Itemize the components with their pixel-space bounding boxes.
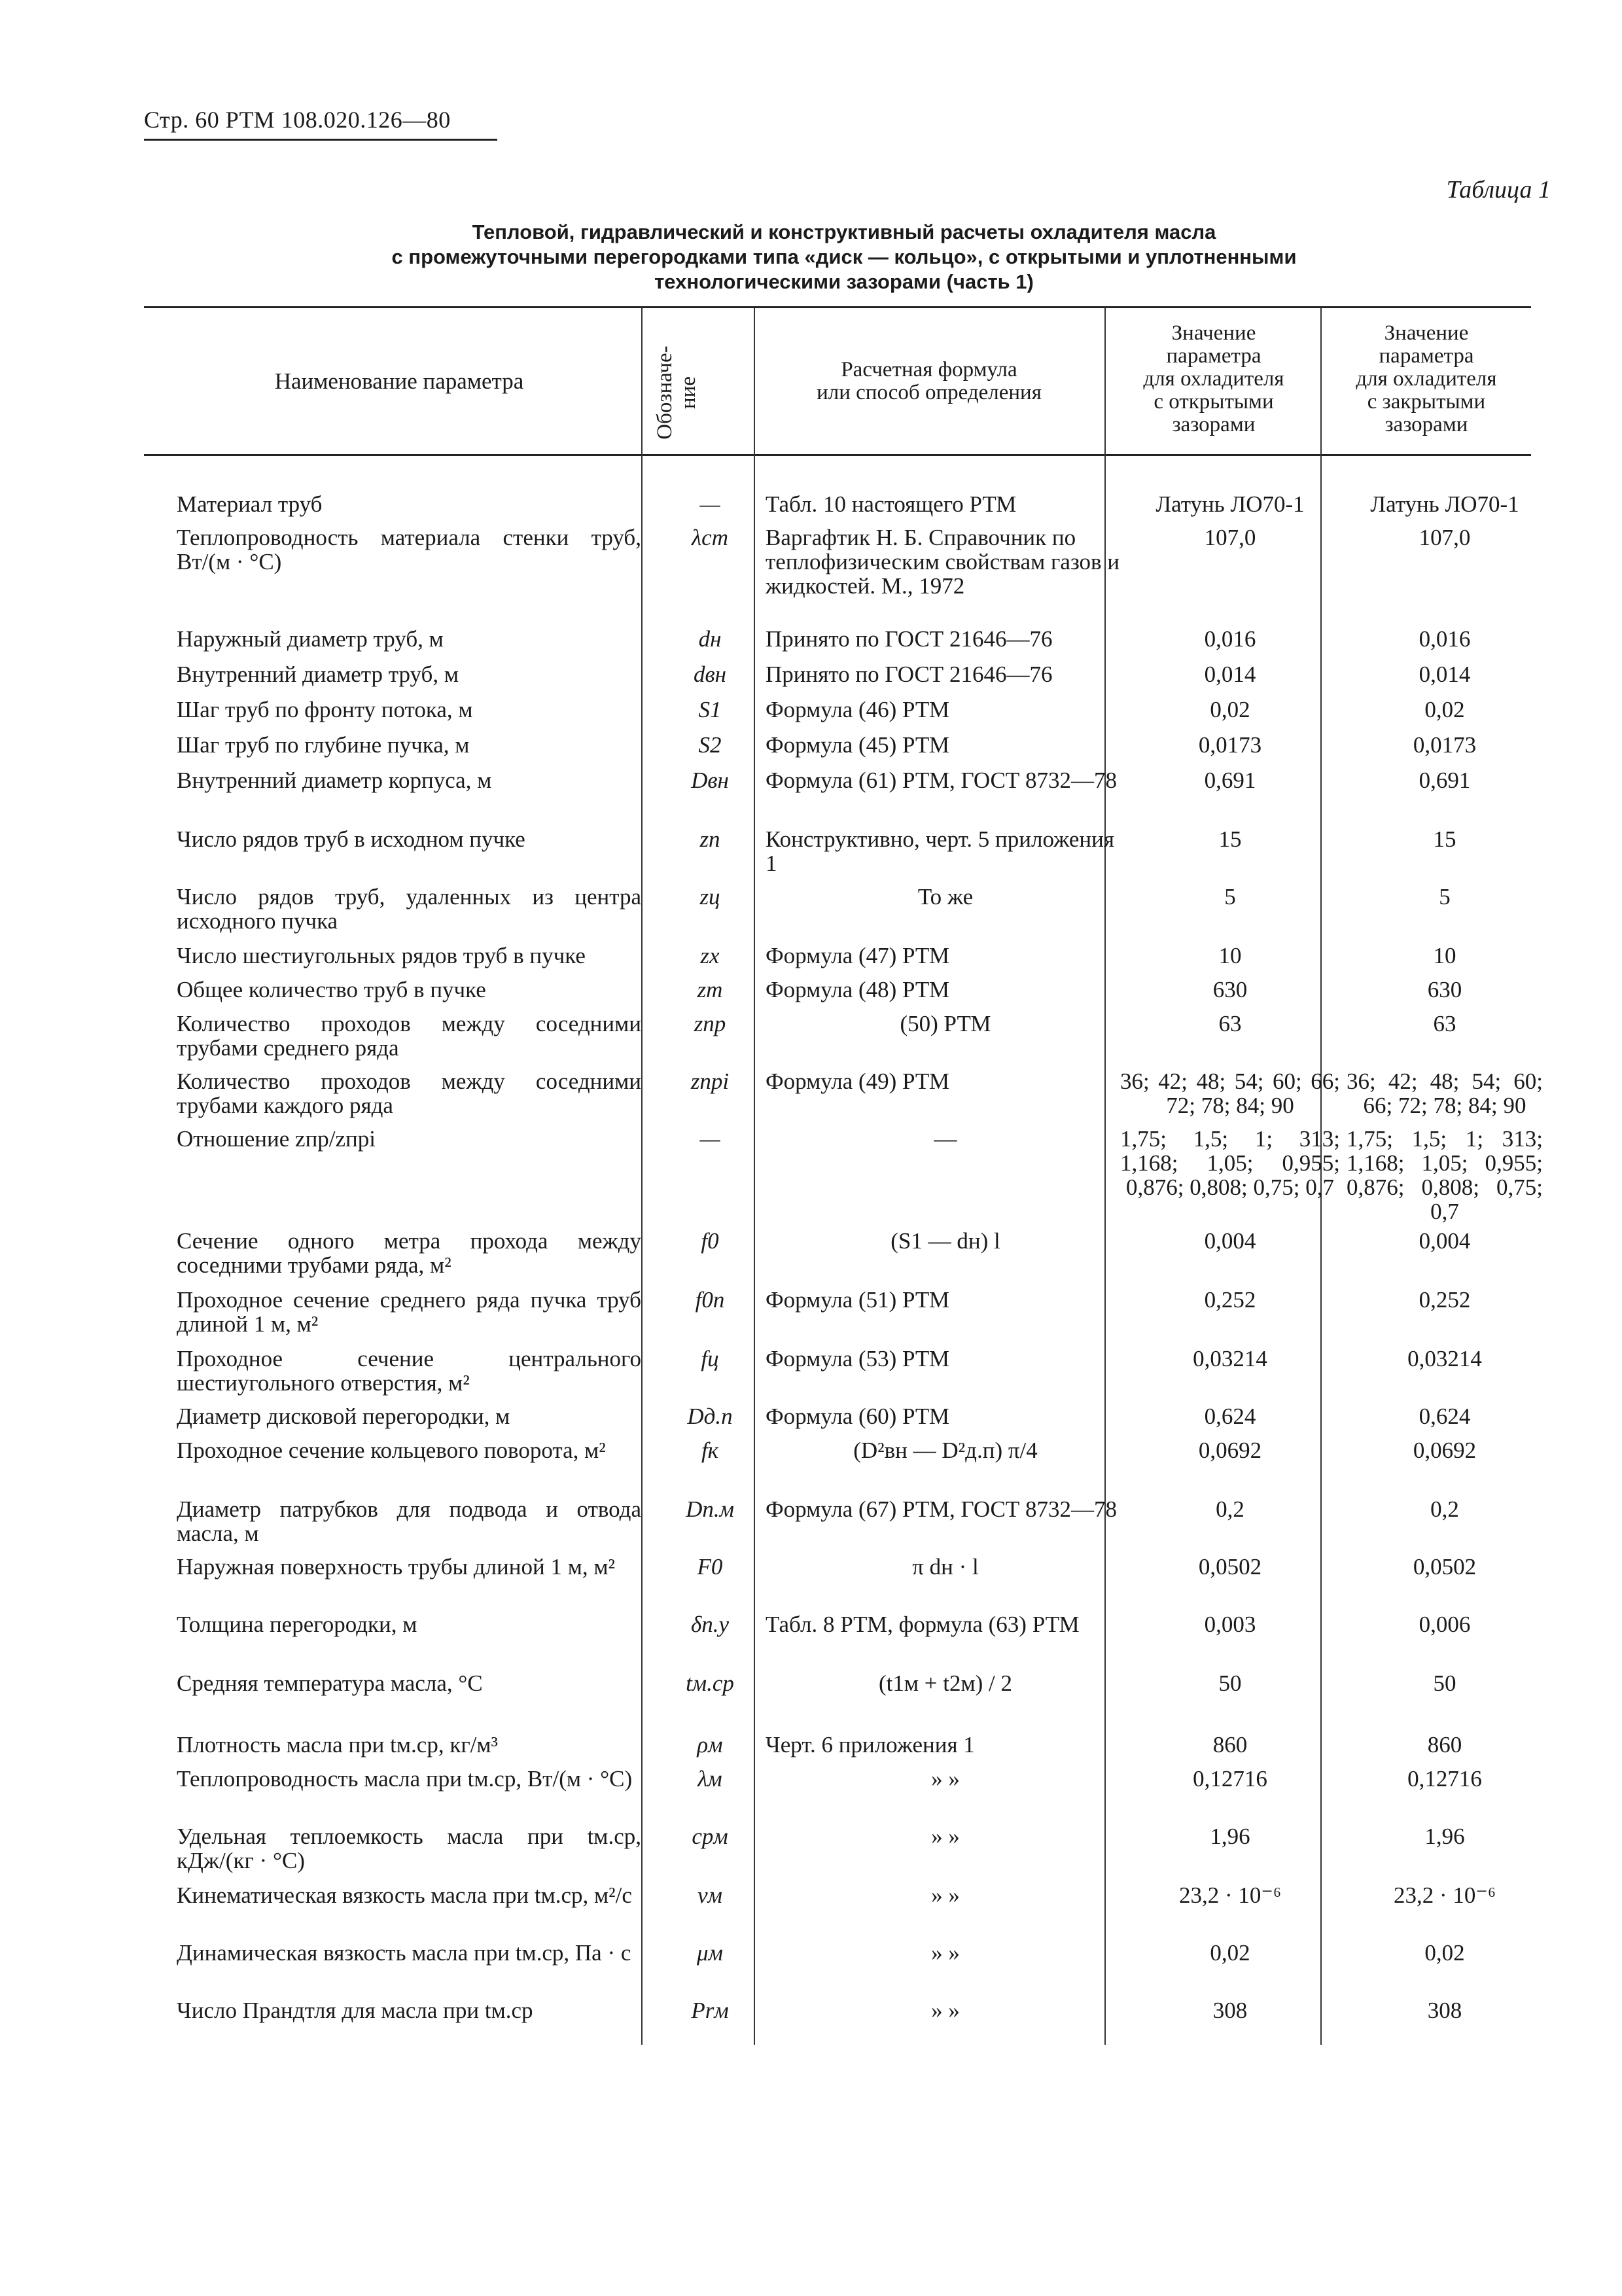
parameter-symbol: λст	[692, 525, 728, 550]
value-closed: Латунь ЛО70-1	[1370, 491, 1519, 517]
parameter-symbol: ρм	[697, 1732, 723, 1757]
title-line-1: Тепловой, гидравлический и конструктивный расчеты охладителя масла	[472, 221, 1216, 243]
parameter-name: Диаметр дисковой перегородки, м	[177, 1404, 510, 1429]
parameter-name: Общее количество труб в пучке	[177, 977, 486, 1002]
value-open: 0,014	[1204, 662, 1256, 687]
value-closed: 0,2	[1430, 1496, 1459, 1522]
parameter-symbol: f0	[701, 1228, 719, 1254]
value-closed: 0,12716	[1407, 1766, 1482, 1792]
parameter-name: Теплопроводность масла при tм.ср, Вт/(м · °С)	[177, 1766, 633, 1792]
parameter-symbol: dн	[698, 626, 722, 652]
parameter-formula: Формула (48) РТМ	[766, 977, 949, 1002]
value-closed: 0,0173	[1413, 732, 1477, 758]
value-open: 0,02	[1210, 697, 1250, 722]
value-open: 36; 42; 48; 54; 60; 66; 72; 78; 84; 90	[1120, 1069, 1340, 1118]
parameter-symbol: δп.у	[690, 1612, 730, 1637]
title-line-3: технологическими зазорами (часть 1)	[654, 270, 1034, 293]
value-open: 10	[1218, 943, 1242, 968]
parameter-symbol: —	[699, 1126, 720, 1152]
value-closed: 5	[1439, 884, 1451, 910]
value-closed: 0,0502	[1413, 1554, 1477, 1580]
title-line-2: с промежуточными перегородками типа «диск — кольцо», с открытыми и уплотненными	[391, 245, 1297, 268]
parameter-formula: » »	[931, 1998, 960, 2023]
parameter-symbol: zп	[699, 826, 720, 852]
value-open: 50	[1218, 1670, 1242, 1696]
parameter-formula: —	[934, 1126, 957, 1152]
value-open: 0,2	[1216, 1496, 1244, 1522]
parameter-formula: (t1м + t2м) / 2	[878, 1670, 1013, 1696]
parameter-formula: Формула (46) РТМ	[766, 697, 949, 722]
parameter-symbol: zц	[699, 884, 720, 910]
value-open: 5	[1224, 884, 1236, 910]
parameter-symbol: fц	[701, 1346, 719, 1371]
value-closed: 630	[1427, 977, 1462, 1002]
parameter-name: Отношение zпр/zпрi	[177, 1126, 376, 1152]
parameter-name: Внутренний диаметр труб, м	[177, 662, 459, 687]
value-closed: 1,75; 1,5; 1; 313; 1,168; 1,05; 0,955; 0,876; 0,808; 0,75; 0,7	[1347, 1126, 1543, 1224]
parameter-name: Внутренний диаметр корпуса, м	[177, 768, 492, 793]
table-title	[157, 220, 1531, 294]
parameter-symbol: zx	[700, 943, 720, 968]
parameter-name: Проходное сечение среднего ряда пучка труб длиной 1 м, м²	[177, 1287, 641, 1337]
parameter-symbol: μм	[697, 1940, 723, 1966]
value-closed: 0,0692	[1413, 1438, 1477, 1463]
value-open: 0,0692	[1198, 1438, 1262, 1463]
parameter-symbol: zпрi	[690, 1069, 730, 1094]
value-open: 0,02	[1210, 1940, 1250, 1966]
parameter-symbol: zпр	[694, 1011, 726, 1036]
parameter-formula: » »	[931, 1766, 960, 1792]
header-underline	[144, 139, 497, 141]
value-closed: 107,0	[1419, 525, 1471, 550]
value-open: 0,016	[1204, 626, 1256, 652]
value-closed: 0,03214	[1407, 1346, 1482, 1371]
value-closed: 0,004	[1419, 1228, 1471, 1254]
column-divider-1	[641, 308, 643, 2045]
parameter-name: Наружная поверхность трубы длиной 1 м, м²	[177, 1554, 616, 1580]
value-open: 0,0173	[1198, 732, 1262, 758]
value-open: Латунь ЛО70-1	[1155, 491, 1305, 517]
value-open: 0,004	[1204, 1228, 1256, 1254]
value-open: 15	[1218, 826, 1242, 852]
parameter-formula: Формула (67) РТМ, ГОСТ 8732—78	[766, 1496, 1118, 1522]
parameter-symbol: F0	[697, 1554, 723, 1580]
parameter-symbol: λм	[697, 1766, 722, 1792]
column-header-name: Наименование параметра	[274, 368, 524, 394]
column-header-formula: Расчетная формула или способ определения	[817, 358, 1042, 404]
parameter-symbol: zт	[697, 977, 723, 1002]
value-closed: 0,02	[1424, 1940, 1465, 1966]
parameter-name: Материал труб	[177, 491, 323, 517]
parameter-name: Количество проходов между соседними трубами каждого ряда	[177, 1069, 641, 1118]
parameter-formula: » »	[931, 1940, 960, 1966]
value-open: 1,75; 1,5; 1; 313; 1,168; 1,05; 0,955; 0,876; 0,808; 0,75; 0,7	[1120, 1126, 1340, 1200]
value-open: 0,03214	[1193, 1346, 1267, 1371]
parameter-formula: То же	[917, 884, 974, 910]
value-closed: 10	[1433, 943, 1456, 968]
parameter-name: Плотность масла при tм.ср, кг/м³	[177, 1732, 499, 1757]
parameter-symbol: νм	[697, 1882, 722, 1908]
column-header-value-open: Значение параметра для охладителя с открытыми зазорами	[1143, 321, 1284, 436]
parameter-formula: Формула (53) РТМ	[766, 1346, 949, 1371]
parameter-name: Динамическая вязкость масла при tм.ср, Па · с	[177, 1940, 631, 1966]
parameter-formula: » »	[931, 1882, 960, 1908]
value-closed: 0,624	[1419, 1404, 1471, 1429]
value-open: 1,96	[1210, 1824, 1250, 1849]
value-closed: 0,016	[1419, 626, 1471, 652]
value-open: 23,2 · 10⁻⁶	[1178, 1882, 1282, 1908]
parameter-formula: (S1 — dн) l	[890, 1228, 1000, 1254]
parameter-symbol: Prм	[691, 1998, 729, 2023]
value-closed: 0,691	[1419, 768, 1471, 793]
parameter-symbol: Dд.п	[687, 1404, 733, 1429]
parameter-formula: Формула (47) РТМ	[766, 943, 949, 968]
column-header-value-closed: Значение параметра для охладителя с закрытыми зазорами	[1356, 321, 1497, 436]
parameter-symbol: tм.ср	[686, 1670, 734, 1696]
parameter-formula: Принято по ГОСТ 21646—76	[766, 662, 1053, 687]
parameter-formula: (D²вн — D²д.п) π/4	[853, 1438, 1038, 1463]
parameter-name: Шаг труб по глубине пучка, м	[177, 732, 470, 758]
parameter-formula: π dн · l	[912, 1554, 979, 1580]
parameter-name: Толщина перегородки, м	[177, 1612, 417, 1637]
value-closed: 23,2 · 10⁻⁶	[1393, 1882, 1496, 1908]
parameter-name: Количество проходов между соседними трубами среднего ряда	[177, 1011, 641, 1061]
value-closed: 860	[1427, 1732, 1462, 1757]
parameter-formula: Принято по ГОСТ 21646—76	[766, 626, 1053, 652]
parameter-name: Сечение одного метра прохода между соседними трубами ряда, м²	[177, 1228, 641, 1278]
parameter-formula: Варгафтик Н. Б. Справочник по теплофизическим свойствам газов и жидкостей. М., 1972	[766, 525, 1120, 599]
parameter-symbol: dвн	[693, 662, 727, 687]
parameter-name: Кинематическая вязкость масла при tм.ср, м²/с	[177, 1882, 632, 1908]
parameter-name: Проходное сечение кольцевого поворота, м²	[177, 1438, 606, 1463]
value-open: 107,0	[1204, 525, 1256, 550]
value-closed: 308	[1427, 1998, 1462, 2023]
parameter-symbol: Dп.м	[686, 1496, 734, 1522]
parameter-name: Число шестиугольных рядов труб в пучке	[177, 943, 586, 968]
value-open: 0,0502	[1198, 1554, 1262, 1580]
value-open: 0,691	[1204, 768, 1256, 793]
value-open: 63	[1218, 1011, 1242, 1036]
value-closed: 0,02	[1424, 697, 1465, 722]
table-top-rule	[144, 306, 1531, 308]
parameter-symbol: f0п	[695, 1287, 725, 1313]
parameter-symbol: S2	[698, 732, 722, 758]
parameter-name: Теплопроводность материала стенки труб, Вт/(м · °С)	[177, 525, 641, 574]
parameter-formula: Черт. 6 приложения 1	[766, 1732, 975, 1757]
parameter-symbol: Dвн	[691, 768, 729, 793]
parameter-name: Наружный диаметр труб, м	[177, 626, 444, 652]
parameter-formula: Табл. 10 настоящего РТМ	[766, 491, 1017, 517]
parameter-name: Средняя температура масла, °С	[177, 1670, 483, 1696]
parameter-formula: Формула (51) РТМ	[766, 1287, 949, 1313]
parameter-name: Число Прандтля для масла при tм.ср	[177, 1998, 533, 2023]
value-open: 0,252	[1204, 1287, 1256, 1313]
header-bottom-rule	[144, 454, 1531, 456]
parameter-symbol: fк	[701, 1438, 719, 1463]
value-open: 630	[1212, 977, 1248, 1002]
parameter-name: Удельная теплоемкость масла при tм.ср, кДж/(кг · °С)	[177, 1824, 641, 1873]
parameter-name: Число рядов труб, удаленных из центра исходного пучка	[177, 884, 641, 934]
value-open: 0,12716	[1193, 1766, 1267, 1792]
parameter-name: Диаметр патрубков для подвода и отвода масла, м	[177, 1496, 641, 1546]
table-label: Таблица 1	[1446, 176, 1551, 203]
value-open: 308	[1212, 1998, 1248, 2023]
parameter-formula: Табл. 8 РТМ, формула (63) РТМ	[766, 1612, 1080, 1637]
parameter-formula: Конструктивно, черт. 5 приложения 1	[766, 826, 1114, 876]
value-closed: 15	[1433, 826, 1456, 852]
parameter-formula: » »	[931, 1824, 960, 1849]
parameter-name: Проходное сечение центрального шестиугольного отверстия, м²	[177, 1346, 641, 1396]
parameter-formula: (50) РТМ	[900, 1011, 991, 1036]
value-closed: 0,006	[1419, 1612, 1471, 1637]
value-closed: 50	[1433, 1670, 1456, 1696]
value-closed: 0,252	[1419, 1287, 1471, 1313]
value-closed: 0,014	[1419, 662, 1471, 687]
value-closed: 36; 42; 48; 54; 60; 66; 72; 78; 84; 90	[1347, 1069, 1543, 1118]
value-open: 860	[1212, 1732, 1248, 1757]
value-open: 0,624	[1204, 1404, 1256, 1429]
value-open: 0,003	[1204, 1612, 1256, 1637]
value-closed: 63	[1433, 1011, 1456, 1036]
parameter-symbol: —	[699, 491, 720, 517]
parameter-formula: Формула (60) РТМ	[766, 1404, 949, 1429]
parameter-name: Шаг труб по фронту потока, м	[177, 697, 473, 722]
value-closed: 1,96	[1424, 1824, 1465, 1849]
page-header: Стр. 60 РТМ 108.020.126—80	[144, 107, 451, 133]
parameter-symbol: S1	[698, 697, 722, 722]
parameter-formula: Формула (61) РТМ, ГОСТ 8732—78	[766, 768, 1118, 793]
parameter-symbol: cpм	[692, 1824, 728, 1849]
parameter-formula: Формула (45) РТМ	[766, 732, 949, 758]
parameter-name: Число рядов труб в исходном пучке	[177, 826, 525, 852]
parameter-formula: Формула (49) РТМ	[766, 1069, 949, 1094]
